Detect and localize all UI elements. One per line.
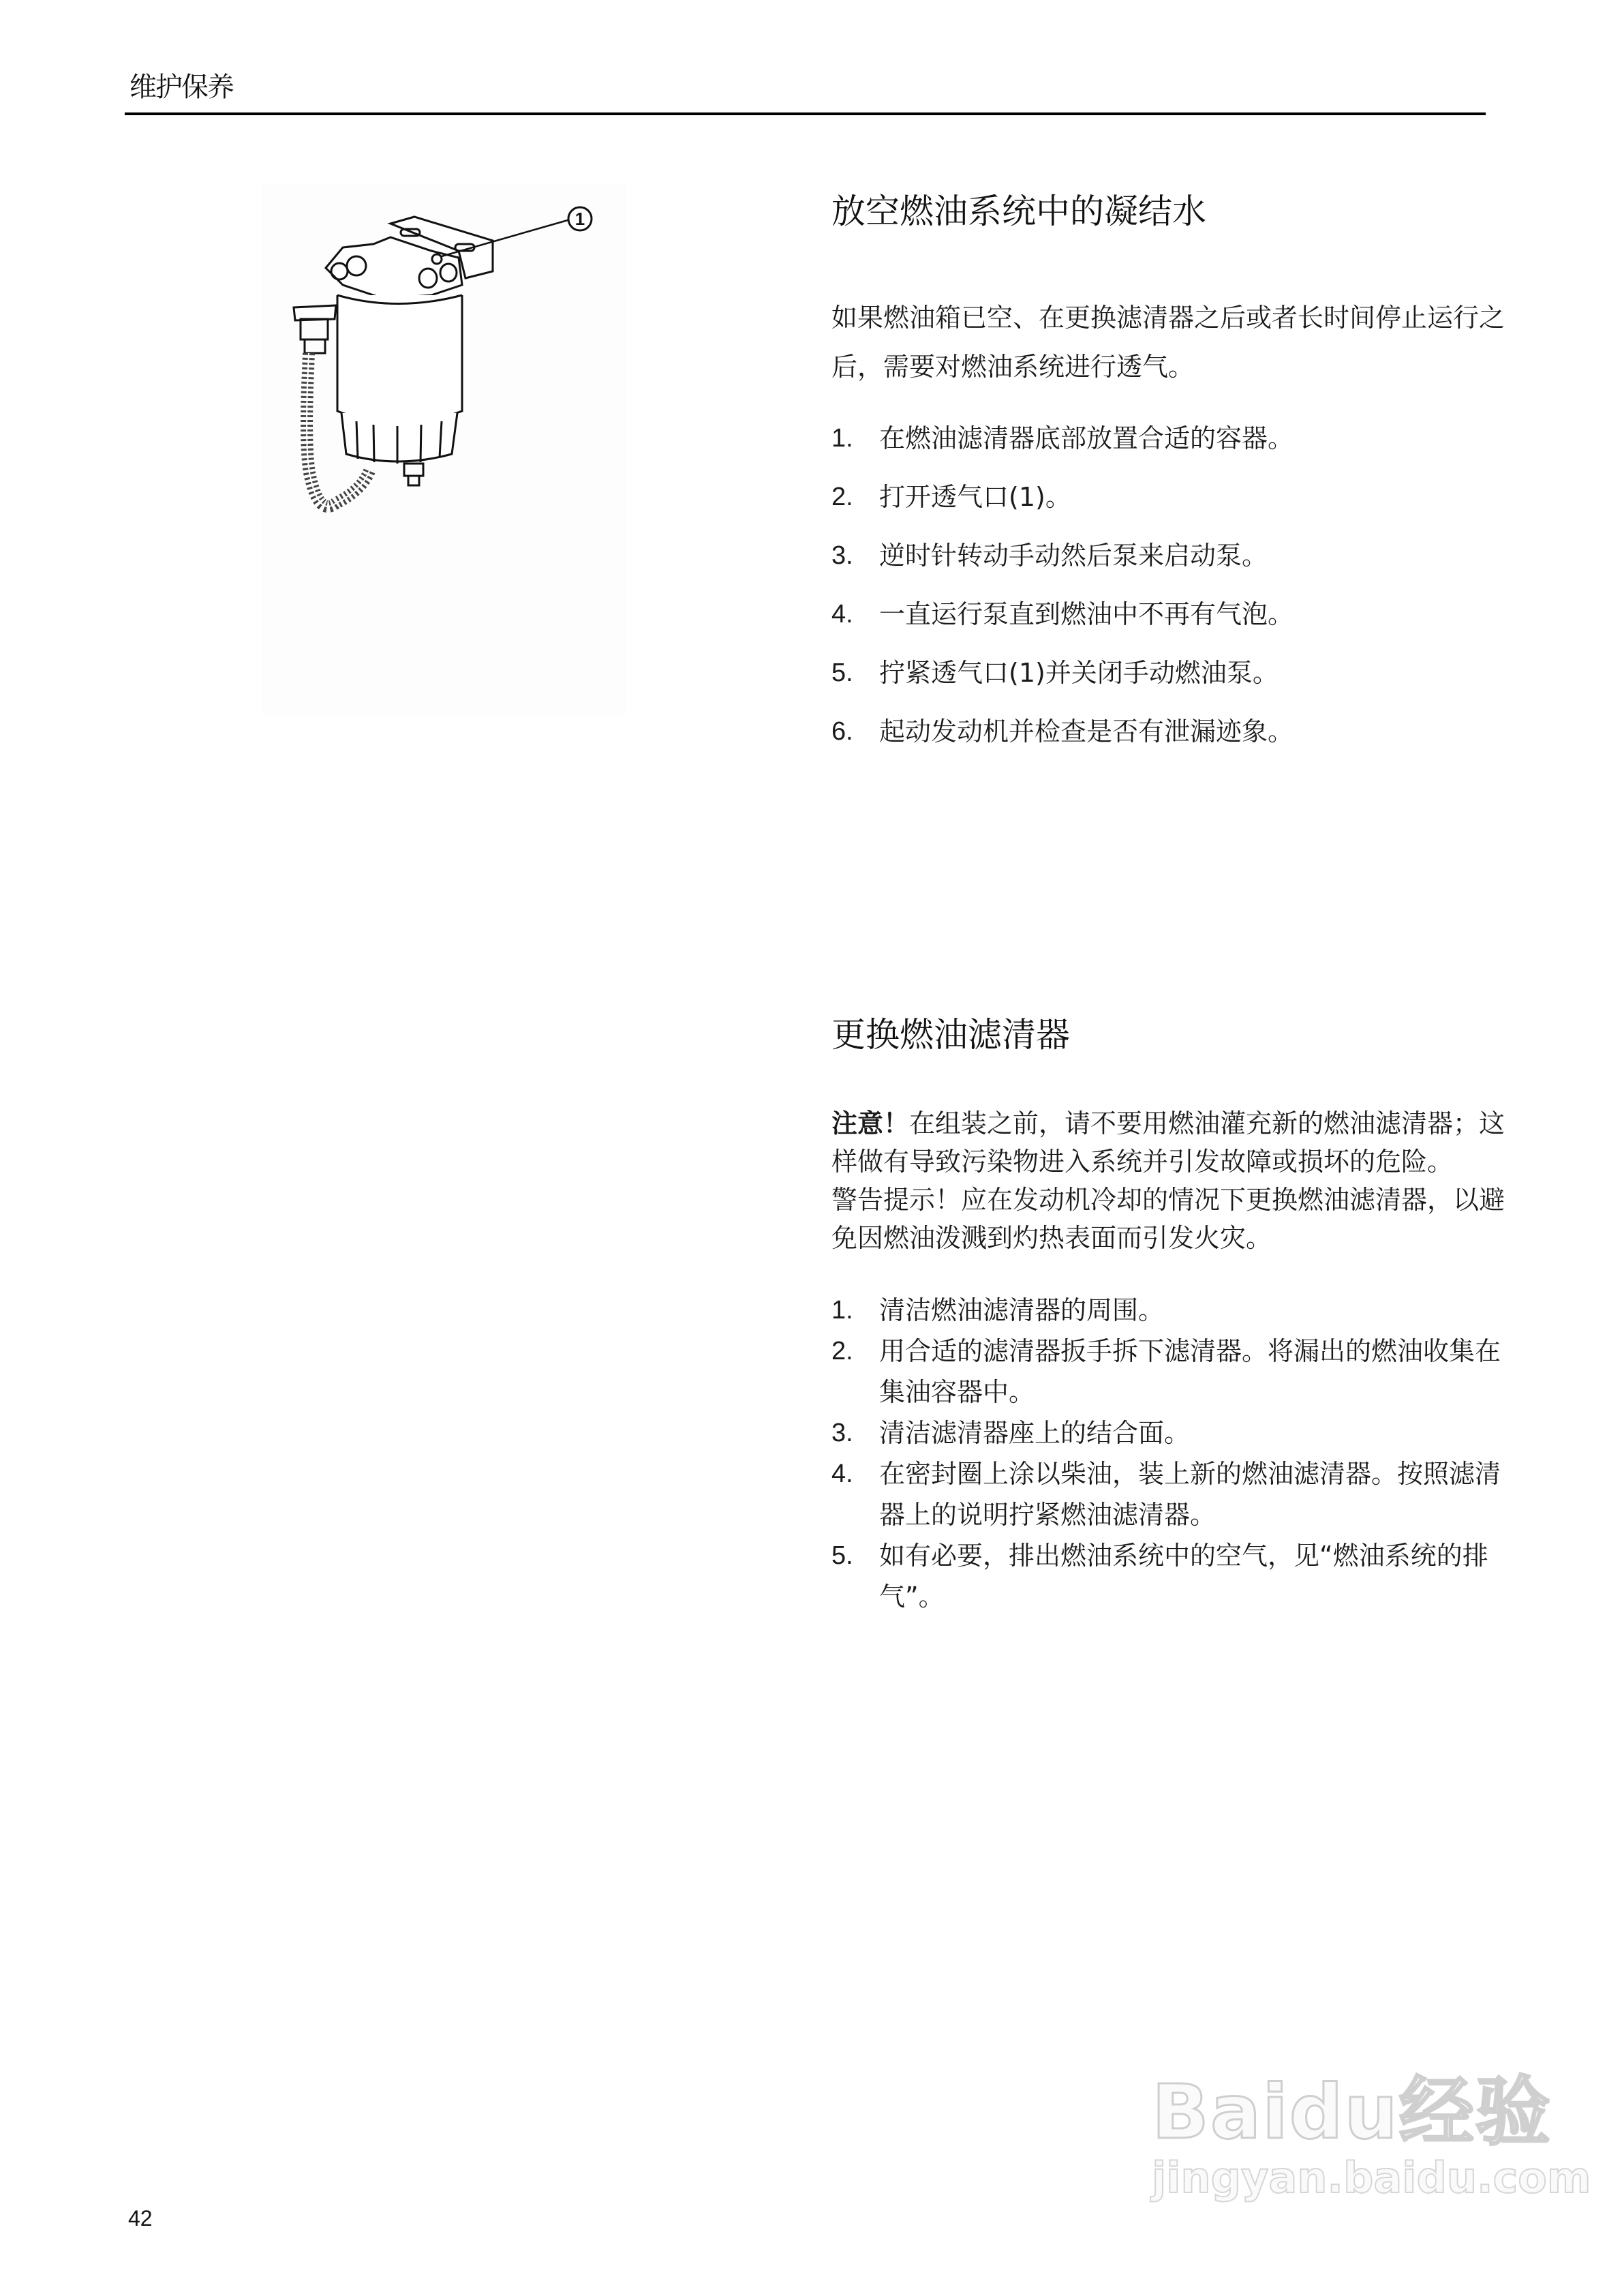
list-item xyxy=(831,1413,1506,1453)
step-text: 清洁滤清器座上的结合面。 xyxy=(879,1418,1191,1448)
section-title: 更换燃油滤清器 xyxy=(831,1015,1070,1055)
watermark-logo: Baidu经验 xyxy=(1152,2068,1552,2156)
step-text: 如有必要，排出燃油系统中的空气，见“燃油系统的排气”。 xyxy=(879,1541,1488,1612)
list-item xyxy=(831,644,1506,702)
watermark-url: jingyan.baidu.com xyxy=(1152,2153,1591,2203)
list-item xyxy=(831,1535,1506,1617)
step-list xyxy=(831,409,1506,761)
list-item xyxy=(831,1453,1506,1535)
step-number: 4. xyxy=(831,600,853,629)
section-drain-condensate xyxy=(831,184,1506,761)
warning-text: 应在发动机冷却的情况下更换燃油滤清器，以避免因燃油泼溅到灼热表面而引发火灾。 xyxy=(831,1185,1505,1253)
step-number: 4. xyxy=(831,1460,853,1488)
caution-note xyxy=(831,1104,1506,1181)
section-replace-fuel-filter xyxy=(831,1008,1506,1617)
step-number: 1. xyxy=(831,1296,853,1325)
list-item xyxy=(831,526,1506,585)
header-divider xyxy=(125,112,1486,115)
list-item xyxy=(831,1331,1506,1413)
step-text: 拧紧透气口(1)并关闭手动燃油泵。 xyxy=(879,658,1279,688)
baidu-watermark xyxy=(1152,2052,1591,2203)
step-number: 5. xyxy=(831,1541,853,1570)
warning-label: 警告提示！ xyxy=(831,1185,962,1215)
step-number: 1. xyxy=(831,424,853,453)
caution-label: 注意！ xyxy=(831,1108,910,1138)
section-intro: 如果燃油箱已空、在更换滤清器之后或者长时间停止运行之后，需要对燃油系统进行透气。 xyxy=(831,303,1505,382)
step-number: 2. xyxy=(831,1337,853,1365)
step-text: 用合适的滤清器扳手拆下滤清器。将漏出的燃油收集在集油容器中。 xyxy=(879,1336,1501,1407)
step-number: 6. xyxy=(831,717,853,746)
svg-text:1: 1 xyxy=(575,209,585,229)
step-text: 起动发动机并检查是否有泄漏迹象。 xyxy=(879,716,1294,746)
list-item xyxy=(831,409,1506,468)
fuel-filter-illustration xyxy=(261,183,627,714)
step-text: 打开透气口(1)。 xyxy=(879,482,1071,512)
warning-note xyxy=(831,1181,1506,1257)
step-text: 在密封圈上涂以柴油，装上新的燃油滤清器。按照滤清器上的说明拧紧燃油滤清器。 xyxy=(879,1459,1501,1530)
caution-text: 在组装之前，请不要用燃油灌充新的燃油滤清器；这样做有导致污染物进入系统并引发故障或损坏的危险。 xyxy=(831,1108,1505,1177)
step-number: 3. xyxy=(831,541,853,570)
step-number: 3. xyxy=(831,1419,853,1447)
step-text: 在燃油滤清器底部放置合适的容器。 xyxy=(879,423,1294,453)
step-number: 5. xyxy=(831,659,853,687)
step-list xyxy=(831,1290,1506,1617)
page-number: 42 xyxy=(128,2206,153,2231)
section-title: 放空燃油系统中的凝结水 xyxy=(831,192,1206,231)
list-item xyxy=(831,468,1506,526)
list-item xyxy=(831,1290,1506,1331)
list-item xyxy=(831,702,1506,761)
step-text: 逆时针转动手动然后泵来启动泵。 xyxy=(879,541,1268,571)
running-header: 维护保养 xyxy=(129,72,233,103)
step-text: 一直运行泵直到燃油中不再有气泡。 xyxy=(879,599,1294,629)
safety-notes xyxy=(831,1104,1506,1257)
step-number: 2. xyxy=(831,483,853,511)
step-text: 清洁燃油滤清器的周围。 xyxy=(879,1295,1165,1325)
list-item xyxy=(831,585,1506,644)
